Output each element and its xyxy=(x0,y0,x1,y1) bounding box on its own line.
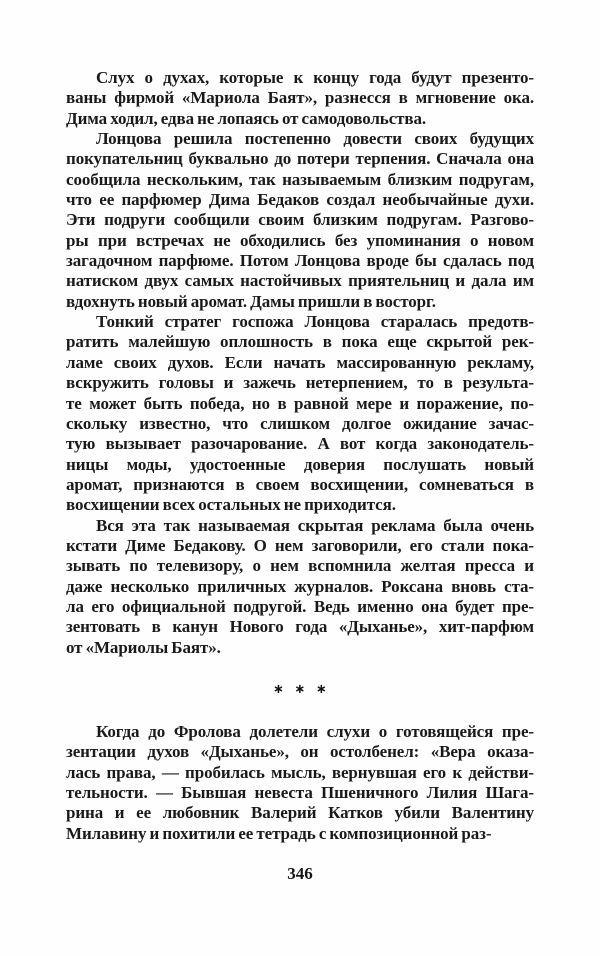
paragraph xyxy=(66,312,534,515)
paragraph xyxy=(66,129,534,312)
text-line: от «Мариолы Баят». xyxy=(66,637,221,657)
text-line: те может быть победа, но в равной мере и поражение, по- xyxy=(66,393,534,413)
asterisks-separator-icon: ∗ ∗ ∗ xyxy=(273,682,330,698)
text-line: зентовать в канун Нового года «Дыханье», хит-парфюм xyxy=(66,617,534,637)
text-line: кстати Диме Бедакову. О нем заговорили, его стали пока- xyxy=(66,535,534,555)
text-line: Когда до Фролова долетели слухи о готовящейся пре- xyxy=(96,721,534,741)
text-line: Вся эта так называемая скрытая реклама была очень xyxy=(96,515,534,535)
text-line: аромат, признаются в своем восхищении, сомневаться в xyxy=(66,474,534,494)
text-line: Дима ходил, едва не лопаясь от самодовольства. xyxy=(66,108,427,128)
text-line: даже несколько приличных журналов. Роксана вновь ста- xyxy=(66,576,534,596)
text-line: скольку известно, что слишком долгое ожидание зачас- xyxy=(66,413,534,433)
section-separator xyxy=(66,658,534,722)
paragraph xyxy=(66,516,534,658)
page-number: 346 xyxy=(287,864,313,883)
text-line: рина и ее любовник Валерий Катков убили Валентину xyxy=(66,803,534,823)
text-line: ваны фирмой «Мариола Баят», разнесся в мгновение ока. xyxy=(66,88,534,108)
paragraph xyxy=(66,68,534,129)
text-line: Слух о духах, которые к концу года будут презенто- xyxy=(96,68,534,87)
text-line: зентации духов «Дыханье», он остолбенел: «Вера оказа- xyxy=(66,742,534,762)
text-line: Милавину и похитили ее тетрадь с композиционной раз- xyxy=(66,823,492,843)
text-line: ламе своих духов. Если начать массированную рекламу, xyxy=(66,352,534,372)
text-line: Тонкий стратег госпожа Лонцова старалась предотв- xyxy=(96,312,534,332)
text-line: вскружить головы и зажечь нетерпением, то в результа- xyxy=(66,373,534,393)
text-line: тельности. — Бывшая невеста Пшеничного Лилия Шага- xyxy=(66,783,534,802)
text-line: что ее парфюмер Дима Бедаков создал необычайные духи. xyxy=(66,190,534,210)
text-line: загадочном парфюме. Потом Лонцова вроде бы сдалась под xyxy=(66,251,534,271)
text-line: ры при встречах не обходились без упоминания о новом xyxy=(66,230,534,250)
text-line: лась права, — пробилась мысль, вернувшая его к действи- xyxy=(66,762,534,782)
text-line: покупательниц буквально до потери терпения. Сначала она xyxy=(66,149,534,169)
text-line: зывать по телевизору, о нем вспомнила желтая пресса и xyxy=(66,556,534,576)
text-line: ратить малейшую оплошность в пока еще скрытой рек- xyxy=(66,332,534,352)
text-line: натиском двух самых настойчивых приятельниц и дала им xyxy=(66,271,534,291)
text-line: восхищении всех остальных не приходится. xyxy=(66,495,396,515)
text-line: вдохнуть новый аромат. Дамы пришли в восторг. xyxy=(66,291,436,311)
text-line: сообщила нескольким, так называемым близким подругам, xyxy=(66,169,534,189)
text-line: ла его официальной подругой. Ведь именно она будет пре- xyxy=(66,596,534,616)
text-line: ницы моды, удостоенные доверия послушать новый xyxy=(66,454,534,474)
text-line: Эти подруги сообщили своим близким подругам. Разгово- xyxy=(66,210,534,230)
text-line: тую вызывает разочарование. А вот когда законодатель- xyxy=(66,434,534,454)
page-text-block xyxy=(66,68,534,844)
paragraph xyxy=(66,722,534,844)
text-line: Лонцова решила постепенно довести своих будущих xyxy=(96,129,534,149)
